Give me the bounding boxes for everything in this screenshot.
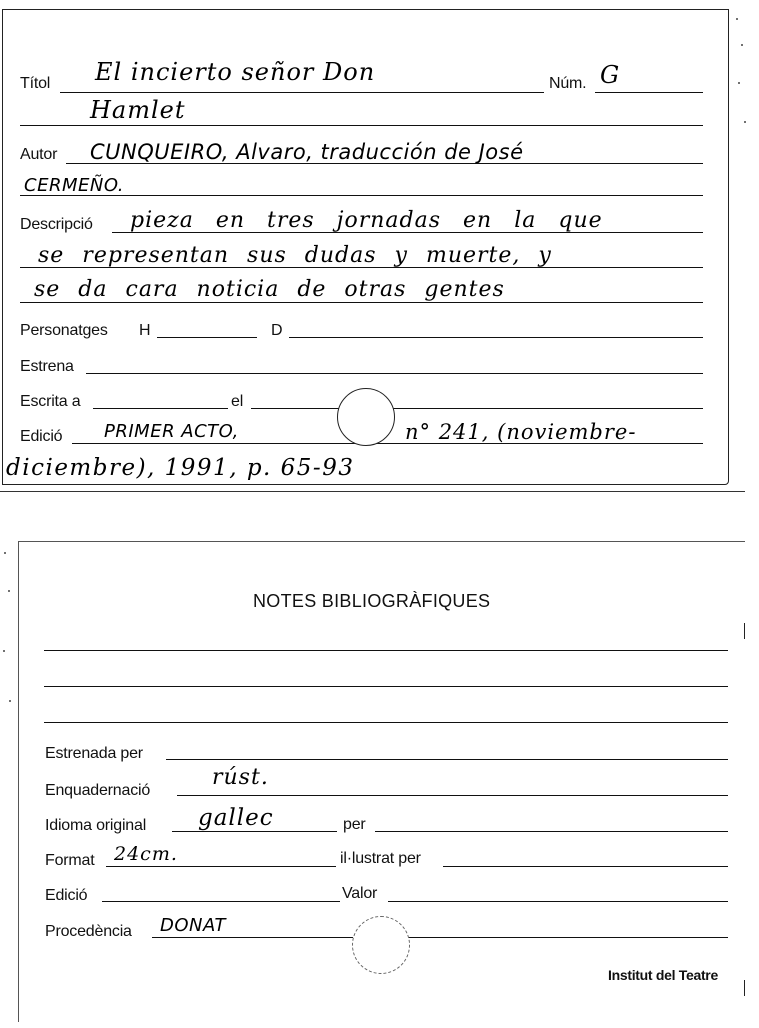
punch-hole: [337, 388, 395, 446]
escrita-el-line: [251, 408, 703, 409]
scan-speck: [738, 82, 740, 84]
personatges-label: Personatges: [20, 322, 108, 339]
estrenada-per-line: [166, 759, 728, 760]
procedencia-handwriting: DONAT: [160, 915, 226, 936]
scan-speck: [741, 44, 743, 46]
estrena-line: [86, 373, 703, 374]
edge-mark: [744, 623, 745, 639]
descripcio-handwriting-3: se da cara noticia de otras gentes: [34, 277, 505, 302]
enquadernacio-label: Enquadernació: [45, 782, 151, 799]
autor-handwriting-1: CUNQUEIRO, Alvaro, traducción de José: [90, 140, 524, 164]
format-line: [106, 866, 336, 867]
idioma-original-line: [172, 831, 337, 832]
scan-speck: [9, 700, 11, 702]
idioma-per-line: [375, 831, 728, 832]
scan-speck: [736, 18, 738, 20]
scan-speck: [744, 121, 746, 123]
autor-handwriting-2: CERMEÑO.: [24, 175, 124, 196]
descripcio-handwriting-2: se representan sus dudas y muerte, y: [38, 243, 552, 268]
scan-speck: [4, 552, 6, 554]
notes-title: NOTES BIBLIOGRÀFIQUES: [253, 591, 491, 611]
descripcio-handwriting-1: pieza en tres jornadas en la que: [130, 208, 603, 233]
illustrat-per-line: [443, 866, 728, 867]
notes-line-3: [44, 722, 728, 723]
personatges-h-label: H: [139, 322, 151, 339]
valor-line: [388, 901, 728, 902]
titol-line-2: [20, 125, 703, 126]
edicio-handwriting-1a: PRIMER ACTO,: [104, 421, 239, 442]
procedencia-label: Procedència: [45, 923, 132, 940]
escrita-a-label: Escrita a: [20, 393, 81, 410]
valor-label: Valor: [342, 885, 378, 902]
edge-mark: [744, 980, 745, 996]
titol-handwriting-1: El incierto señor Don: [95, 58, 376, 86]
scan-separator: [0, 491, 745, 492]
format-handwriting: 24cm.: [114, 843, 178, 865]
estrena-label: Estrena: [20, 358, 74, 375]
edicio-label: Edició: [20, 428, 63, 445]
illustrat-per-label: il·lustrat per: [340, 850, 421, 867]
idioma-original-label: Idioma original: [45, 817, 147, 834]
descripcio-label: Descripció: [20, 216, 93, 233]
titol-label: Títol: [20, 75, 51, 92]
personatges-d-line: [289, 337, 703, 338]
escrita-a-line: [93, 408, 228, 409]
idioma-per-label: per: [343, 816, 366, 833]
back-edicio-label: Edició: [45, 887, 88, 904]
back-edicio-line: [102, 901, 340, 902]
num-label: Núm.: [549, 75, 587, 92]
idioma-original-handwriting: gallec: [198, 805, 274, 831]
edicio-handwriting-1b: n° 241, (noviembre-: [405, 420, 637, 444]
notes-line-1: [44, 650, 728, 651]
estrenada-per-label: Estrenada per: [45, 745, 143, 762]
descripcio-line-3: [20, 302, 703, 303]
enquadernacio-line: [177, 795, 728, 796]
titol-line: [60, 92, 544, 93]
personatges-h-line: [157, 337, 257, 338]
autor-label: Autor: [20, 146, 58, 163]
num-handwriting: G: [600, 61, 621, 89]
escrita-el-label: el: [231, 393, 244, 410]
personatges-d-label: D: [271, 322, 283, 339]
punch-hole: [352, 916, 410, 974]
scan-speck: [3, 650, 5, 652]
procedencia-line: [152, 937, 728, 938]
num-line: [595, 92, 703, 93]
notes-line-2: [44, 686, 728, 687]
institution-name: Institut del Teatre: [608, 967, 718, 983]
enquadernacio-handwriting: rúst.: [212, 765, 269, 790]
format-label: Format: [45, 852, 95, 869]
edicio-handwriting-2: diciembre), 1991, p. 65-93: [6, 455, 355, 481]
titol-handwriting-2: Hamlet: [90, 96, 186, 124]
scan-speck: [8, 590, 10, 592]
